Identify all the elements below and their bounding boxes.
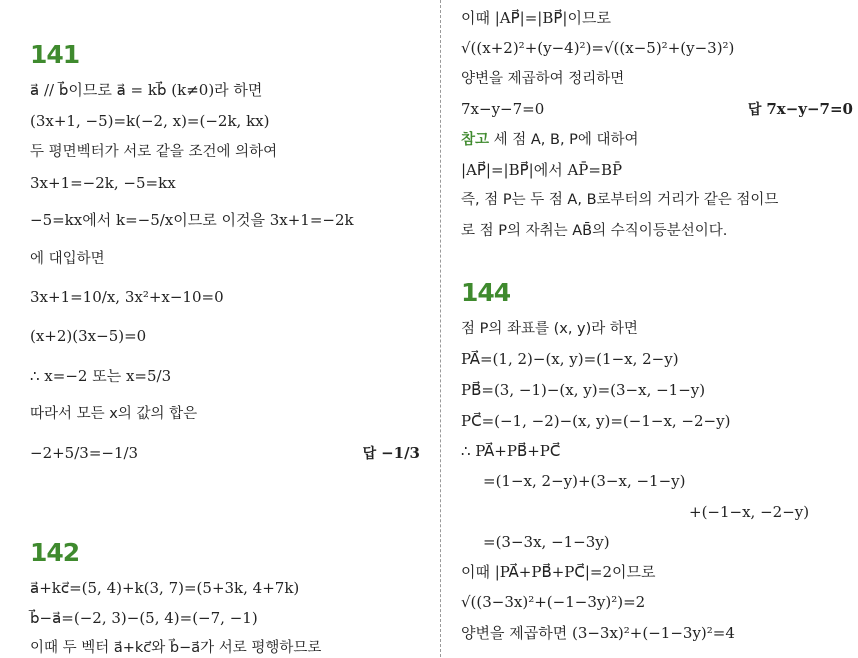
answer-value: 7x−y−7=0: [766, 100, 853, 118]
note-label: 참고: [461, 132, 490, 148]
solution-line: =(3−3x, −1−3y): [483, 533, 610, 551]
solution-line: 양변을 제곱하여 정리하면: [461, 71, 625, 87]
solution-line: b⃗−a⃗=(−2, 3)−(5, 4)=(−7, −1): [30, 609, 258, 627]
solution-line: √((x+2)²+(y−4)²)=√((x−5)²+(y−3)²): [461, 39, 735, 57]
note-text: 세 점 A, B, P에 대하여: [493, 132, 639, 148]
solution-line: a⃗ // b⃗이므로 a⃗ = kb⃗ (k≠0)라 하면: [30, 81, 263, 99]
solution-line: PA⃗=(1, 2)−(x, y)=(1−x, 2−y): [461, 350, 679, 368]
solution-line: 3x+1=10/x, 3x²+x−10=0: [30, 288, 224, 306]
solution-line: 이때 |AP⃗|=|BP⃗|이므로: [461, 9, 611, 27]
answer-label: 답: [362, 446, 377, 462]
solution-line: ∴ x=−2 또는 x=5/3: [30, 367, 172, 385]
solution-line: +(−1−x, −2−y): [689, 503, 810, 521]
solution-line: 양변을 제곱하면 (3−3x)²+(−1−3y)²=4: [461, 624, 735, 642]
note-line: |AP⃗|=|BP⃗|에서 AP̄=BP̄: [461, 161, 623, 179]
solution-line: PB⃗=(3, −1)−(x, y)=(3−x, −1−y): [461, 381, 706, 399]
solution-line: −5=kx에서 k=−5/x이므로 이것을 3x+1=−2k: [30, 211, 354, 229]
solution-line: −2+5/3=−1/3: [30, 444, 139, 462]
solution-line: 이때 두 벡터 a⃗+kc⃗와 b⃗−a⃗가 서로 평행하므로: [30, 640, 322, 656]
solution-line: √((3−3x)²+(−1−3y)²)=2: [461, 593, 646, 611]
solution-line: (x+2)(3x−5)=0: [30, 327, 147, 345]
answer-141: [363, 443, 420, 463]
note-line: 즉, 점 P는 두 점 A, B로부터의 거리가 같은 점이므: [461, 192, 779, 208]
solution-line: PC⃗=(−1, −2)−(x, y)=(−1−x, −2−y): [461, 412, 731, 430]
solution-line: 이때 |PA⃗+PB⃗+PC⃗|=2이므로: [461, 563, 656, 581]
problem-142-heading: 142: [30, 538, 80, 567]
solution-line: (3x+1, −5)=k(−2, x)=(−2k, kx): [30, 112, 270, 130]
solution-line: ∴ PA⃗+PB⃗+PC⃗: [461, 442, 561, 460]
answer-value: −1/3: [381, 444, 420, 462]
answer-label: 답: [747, 102, 762, 118]
solution-line: 에 대입하면: [30, 251, 105, 267]
solution-line: =(1−x, 2−y)+(3−x, −1−y): [483, 472, 686, 490]
solution-line: 따라서 모든 x의 값의 합은: [30, 406, 198, 422]
solution-line: 점 P의 좌표를 (x, y)라 하면: [461, 321, 638, 337]
problem-141-heading: 141: [30, 40, 80, 69]
solution-line: a⃗+kc⃗=(5, 4)+k(3, 7)=(5+3k, 4+7k): [30, 579, 300, 597]
column-divider: [440, 0, 441, 657]
answer-143: [748, 99, 853, 119]
note-line: [461, 130, 639, 150]
problem-144-heading: 144: [461, 278, 511, 307]
solution-line: 7x−y−7=0: [461, 100, 545, 118]
solution-line: 3x+1=−2k, −5=kx: [30, 174, 176, 192]
note-line: 로 점 P의 자취는 AB̄의 수직이등분선이다.: [461, 223, 728, 239]
solution-line: 두 평면벡터가 서로 같을 조건에 의하여: [30, 144, 278, 160]
